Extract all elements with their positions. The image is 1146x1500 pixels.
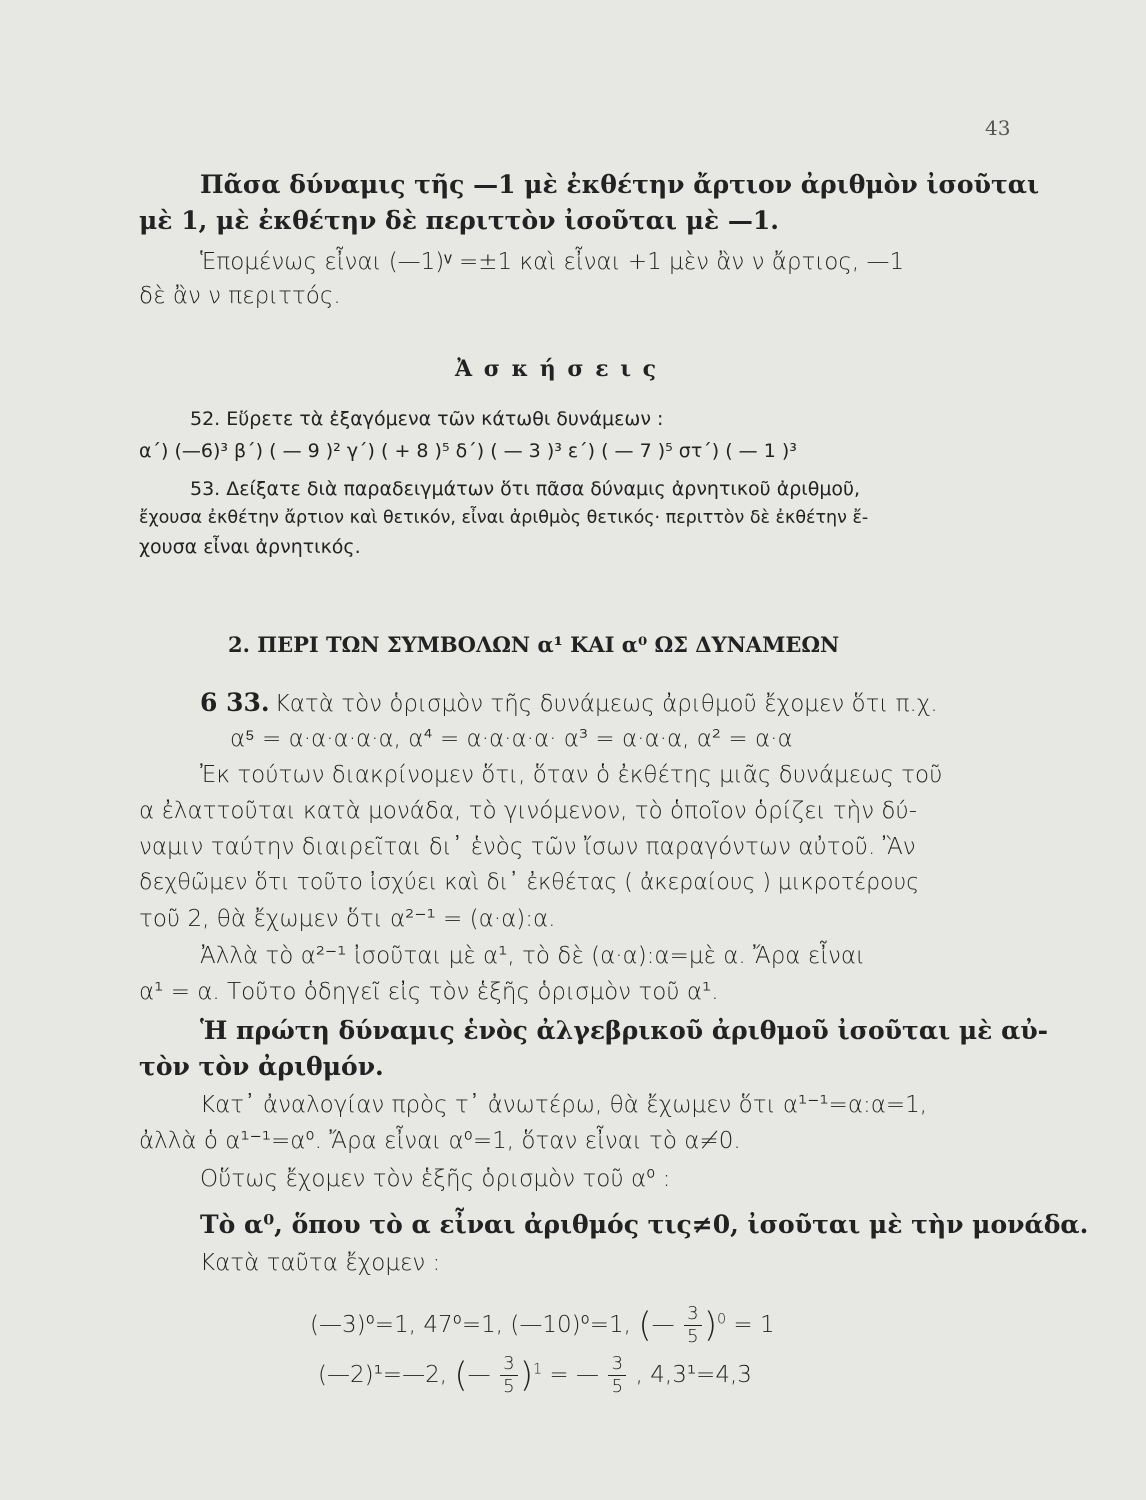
p2-line1: Ἀλλὰ τὸ α²⁻¹ ἰσοῦται μὲ α¹, τὸ δὲ (α·α):α=μὲ α. Ἄρα εἶναι bbox=[200, 943, 865, 969]
equals-minus: = — bbox=[549, 1362, 599, 1388]
open-paren: ( bbox=[638, 1305, 652, 1346]
exponent: 1 bbox=[533, 1361, 543, 1378]
section-33-number: 6 33. bbox=[200, 688, 270, 717]
exercise-53-line1: 53. Δείξατε διὰ παραδειγμάτων ὅτι πᾶσα δύναμις ἀρνητικοῦ ἀριθμοῦ, bbox=[190, 478, 861, 500]
rule1-line1: Πᾶσα δύναμις τῆς —1 μὲ ἐκθέτην ἄρτιον ἀριθμὸν ἰσοῦται bbox=[200, 170, 1040, 199]
rule2-line2: τὸν τὸν ἀριθμόν. bbox=[139, 1052, 384, 1081]
fraction-denominator: 5 bbox=[503, 1376, 515, 1397]
section-33-line1: Κατὰ τὸν ὁρισμὸν τῆς δυνάμεως ἀριθμοῦ ἔχομεν ὅτι π.χ. bbox=[274, 691, 938, 717]
exercise-53-line2: ἔχουσα ἐκθέτην ἄρτιον καὶ θετικόν, εἶναι ἀριθμὸς θετικός· περιττὸν δὲ ἐκθέτην ἔ- bbox=[139, 508, 869, 528]
fraction-numerator: 3 bbox=[503, 1353, 515, 1374]
fraction bbox=[500, 1355, 518, 1396]
page-number: 43 bbox=[985, 116, 1011, 140]
examples-row1 bbox=[310, 1305, 775, 1346]
section-title: 2. ΠΕΡΙ ΤΩΝ ΣΥΜΒΟΛΩΝ α¹ ΚΑΙ α⁰ ΩΣ ΔΥΝΑΜΕΩΝ bbox=[228, 632, 840, 657]
rhs-denominator: 5 bbox=[611, 1376, 624, 1397]
examples-row1-text: (—3)⁰=1, 47⁰=1, (—10)⁰=1, bbox=[310, 1312, 631, 1338]
p3-line1: Κατ᾽ ἀναλογίαν πρὸς τ᾽ ἀνωτέρω, θὰ ἔχωμεν ὅτι α¹⁻¹=α:α=1, bbox=[200, 1092, 928, 1118]
examples-row2-text: (—2)¹=—2, bbox=[318, 1362, 448, 1388]
p2-line2: α¹ = α. Τοῦτο ὁδηγεῖ εἰς τὸν ἑξῆς ὁρισμὸν τοῦ α¹. bbox=[139, 979, 719, 1005]
p4: Οὕτως ἔχομεν τὸν ἑξῆς ὁρισμὸν τοῦ α⁰ : bbox=[200, 1166, 671, 1192]
fraction-numerator: 3 bbox=[687, 1303, 699, 1324]
fraction-sign: — bbox=[651, 1312, 675, 1338]
exercise-52: 52. Εὕρετε τὰ ἐξαγόμενα τῶν κάτωθι δυνάμεων : bbox=[190, 408, 664, 430]
p5: Κατὰ ταῦτα ἔχομεν : bbox=[200, 1250, 441, 1276]
examples-row2 bbox=[318, 1355, 752, 1396]
exercise-52-items: α΄) (—6)³ β΄) ( — 9 )² γ΄) ( + 8 )⁵ δ΄) ( — 3 )³ ε΄) ( — 7 )⁵ στ΄) ( — 1 )³ bbox=[139, 440, 797, 462]
rhs-fraction bbox=[608, 1355, 626, 1396]
rule3: Τὸ α⁰, ὅπου τὸ α εἶναι ἀριθμός τις≠0, ἰσοῦται μὲ τὴν μονάδα. bbox=[200, 1210, 1089, 1239]
p1-line4: δεχθῶμεν ὅτι τοῦτο ἰσχύει καὶ δι᾽ ἐκθέτας ( ἀκεραίους ) μικροτέρους bbox=[139, 870, 920, 895]
power-formula: α⁵ = α·α·α·α·α, α⁴ = α·α·α·α· α³ = α·α·α, α² = α·α bbox=[230, 726, 793, 752]
fraction bbox=[684, 1305, 702, 1346]
rhs-numerator: 3 bbox=[611, 1353, 624, 1374]
close-paren: ) bbox=[519, 1355, 534, 1396]
exercises-heading: Ἀ σ κ ή σ ε ι ς bbox=[455, 356, 659, 382]
fraction-sign: — bbox=[467, 1362, 491, 1388]
p1-line5: τοῦ 2, θὰ ἔχωμεν ὅτι α²⁻¹ = (α·α):α. bbox=[139, 906, 556, 932]
fraction-denominator: 5 bbox=[687, 1326, 699, 1347]
p1-line2: α ἐλαττοῦται κατὰ μονάδα, τὸ γινόμενον, τὸ ὁποῖον ὁρίζει τὴν δύ- bbox=[139, 798, 918, 824]
exponent: 0 bbox=[717, 1311, 727, 1328]
p1-line3: ναμιν ταύτην διαιρεῖται δι᾽ ἑνὸς τῶν ἴσων παραγόντων αὐτοῦ. Ἂν bbox=[139, 834, 916, 860]
p1-line1: Ἐκ τούτων διακρίνομεν ὅτι, ὅταν ὁ ἐκθέτης μιᾶς δυνάμεως τοῦ bbox=[200, 762, 943, 788]
p3-line2: ἀλλὰ ὁ α¹⁻¹=α⁰. Ἄρα εἶναι α⁰=1, ὅταν εἶναι τὸ α≠0. bbox=[139, 1128, 741, 1154]
close-paren: ) bbox=[703, 1305, 718, 1346]
examples-row2-tail: , 4,3¹=4,3 bbox=[635, 1362, 752, 1388]
section-33-first-line bbox=[200, 688, 938, 717]
exercise-53-line3: χουσα εἶναι ἀρνητικός. bbox=[139, 536, 361, 558]
open-paren: ( bbox=[454, 1355, 468, 1396]
rule2-line1: Ἡ πρώτη δύναμις ἑνὸς ἀλγεβρικοῦ ἀριθμοῦ ἰσοῦται μὲ αὐ- bbox=[200, 1016, 1049, 1045]
rule1-line2: μὲ 1, μὲ ἐκθέτην δὲ περιττὸν ἰσοῦται μὲ —1. bbox=[139, 206, 779, 235]
hence-line1: Ἑπομένως εἶναι (—1)ᵛ =±1 καὶ εἶναι +1 μὲν ἂν ν ἄρτιος, —1 bbox=[200, 249, 905, 275]
result: = 1 bbox=[733, 1312, 775, 1338]
hence-line2: δὲ ἂν ν περιττός. bbox=[139, 283, 341, 309]
